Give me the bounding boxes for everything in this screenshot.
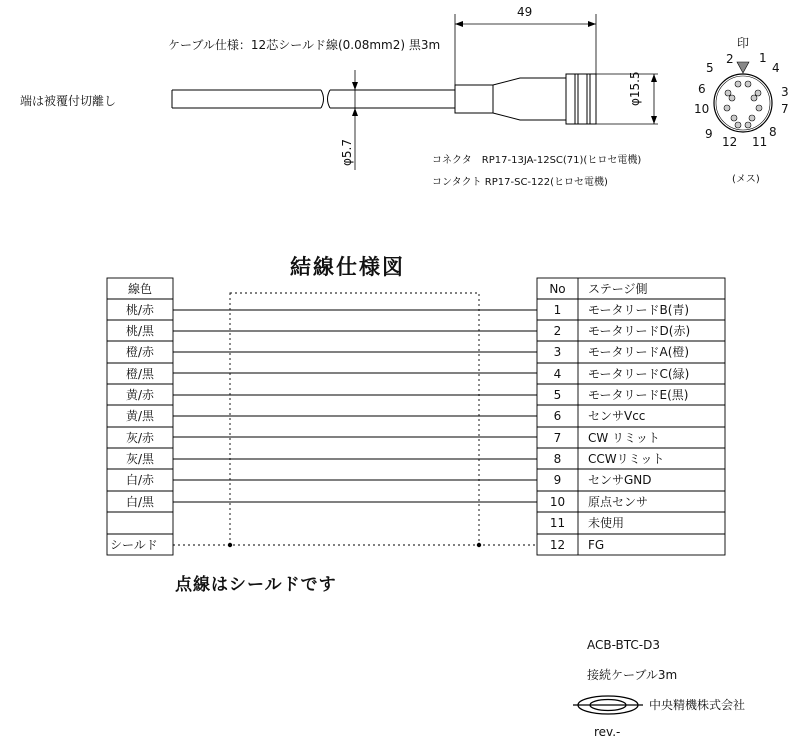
pin-4 <box>751 95 757 101</box>
wire-color-4: 橙/黒 <box>125 367 155 381</box>
pin-no-11: 11 <box>549 516 566 530</box>
dim-cable-dia-label: φ5.7 <box>340 139 354 166</box>
pin-no-6: 6 <box>553 409 562 423</box>
pin-label-5: 5 <box>706 61 714 75</box>
stage-signal-12: FG <box>588 538 605 552</box>
pin-label-9: 9 <box>705 127 713 141</box>
gender-label: (メス) <box>732 174 760 185</box>
pin-6 <box>729 95 735 101</box>
stage-signal-8: CCWリミット <box>588 452 665 466</box>
wiring-title: 結線仕様図 <box>290 255 405 279</box>
product-name: 接続ケーブル3m <box>587 668 678 682</box>
end-note: 端は被覆付切離し <box>20 94 117 108</box>
wire-color-6: 黄/黒 <box>125 409 155 423</box>
wire-color-7: 灰/赤 <box>125 431 155 445</box>
break-mark <box>321 90 330 108</box>
stage-signal-5: モータリードE(黒) <box>588 388 689 402</box>
pin-5 <box>725 90 731 96</box>
cable-spec: ケーブル仕様：12芯シールド線(0.08mm2) 黒3m <box>168 38 441 52</box>
pin-no-1: 1 <box>553 303 562 317</box>
right-table-header-side: ステージ側 <box>588 282 648 296</box>
pin-8 <box>749 115 755 121</box>
left-table-header: 線色 <box>127 282 152 296</box>
stage-signal-2: モータリードD(赤) <box>588 324 691 338</box>
wire-color-3: 橙/赤 <box>125 345 155 359</box>
pin-9 <box>731 115 737 121</box>
pin-10 <box>724 105 730 111</box>
pin-1 <box>745 81 751 87</box>
pin-label-8: 8 <box>769 125 777 139</box>
dotted-line-note: 点線はシールドです <box>175 575 337 595</box>
pin-no-2: 2 <box>553 324 562 338</box>
pin-label-2: 2 <box>726 52 734 66</box>
pin-3 <box>755 90 761 96</box>
stage-signal-9: センサGND <box>588 473 652 487</box>
pin-12 <box>735 122 741 128</box>
pin-no-4: 4 <box>553 367 562 381</box>
wire-color-1: 桃/赤 <box>125 303 155 317</box>
pin-7 <box>756 105 762 111</box>
connector-label: コネクタ RP17-13JA-12SC(71)(ヒロセ電機) <box>432 155 642 166</box>
pin-no-9: 9 <box>553 473 562 487</box>
pin-no-12: 12 <box>549 538 566 552</box>
stage-signal-3: モータリードA(橙) <box>588 345 690 359</box>
pin-label-12: 12 <box>722 135 738 149</box>
stage-signal-6: センサVcc <box>588 409 646 423</box>
connector-body <box>566 74 596 124</box>
pin-label-7: 7 <box>781 102 789 116</box>
key-mark <box>737 62 749 73</box>
stage-signal-7: CW リミット <box>588 431 660 445</box>
pin-no-5: 5 <box>553 388 562 402</box>
pin-no-7: 7 <box>553 431 562 445</box>
connector-face-outer <box>714 74 772 132</box>
connector-boot <box>455 78 566 90</box>
pin-no-10: 10 <box>549 495 566 509</box>
pin-no-3: 3 <box>553 345 562 359</box>
stage-signal-4: モータリードC(緑) <box>588 367 690 381</box>
wire-color-8: 灰/黒 <box>125 452 155 466</box>
revision: rev.- <box>594 725 621 739</box>
contact-label: コンタクト RP17-SC-122(ヒロセ電機) <box>432 177 608 188</box>
right-table-header-no: No <box>549 282 566 296</box>
wire-color-shield: シールド <box>110 538 158 552</box>
stage-signal-10: 原点センサ <box>588 495 649 509</box>
wire-color-9: 白/赤 <box>125 473 155 487</box>
pin-2 <box>735 81 741 87</box>
model-number: ACB-BTC-D3 <box>587 638 660 652</box>
wire-color-2: 桃/黒 <box>125 324 155 338</box>
wire-color-5: 黄/赤 <box>125 388 155 402</box>
pin-label-4: 4 <box>772 61 780 75</box>
wire-color-10: 白/黒 <box>125 495 155 509</box>
pin-11 <box>745 122 751 128</box>
pin-label-1: 1 <box>759 51 767 65</box>
company-logo <box>573 696 643 714</box>
pin-label-10: 10 <box>694 102 710 116</box>
dim-length-label: 49 <box>517 5 533 19</box>
stage-signal-1: モータリードB(青) <box>588 303 690 317</box>
company-name: 中央精機株式会社 <box>649 698 746 712</box>
pin-label-11: 11 <box>752 135 768 149</box>
pin-no-8: 8 <box>553 452 562 466</box>
connector-pinout <box>714 62 772 132</box>
stage-signal-11: 未使用 <box>588 516 625 530</box>
pin-label-3: 3 <box>781 85 789 99</box>
pin-label-6: 6 <box>698 82 706 96</box>
key-mark-label: 印 <box>737 36 750 50</box>
dim-connector-dia-label: φ15.5 <box>628 71 642 106</box>
